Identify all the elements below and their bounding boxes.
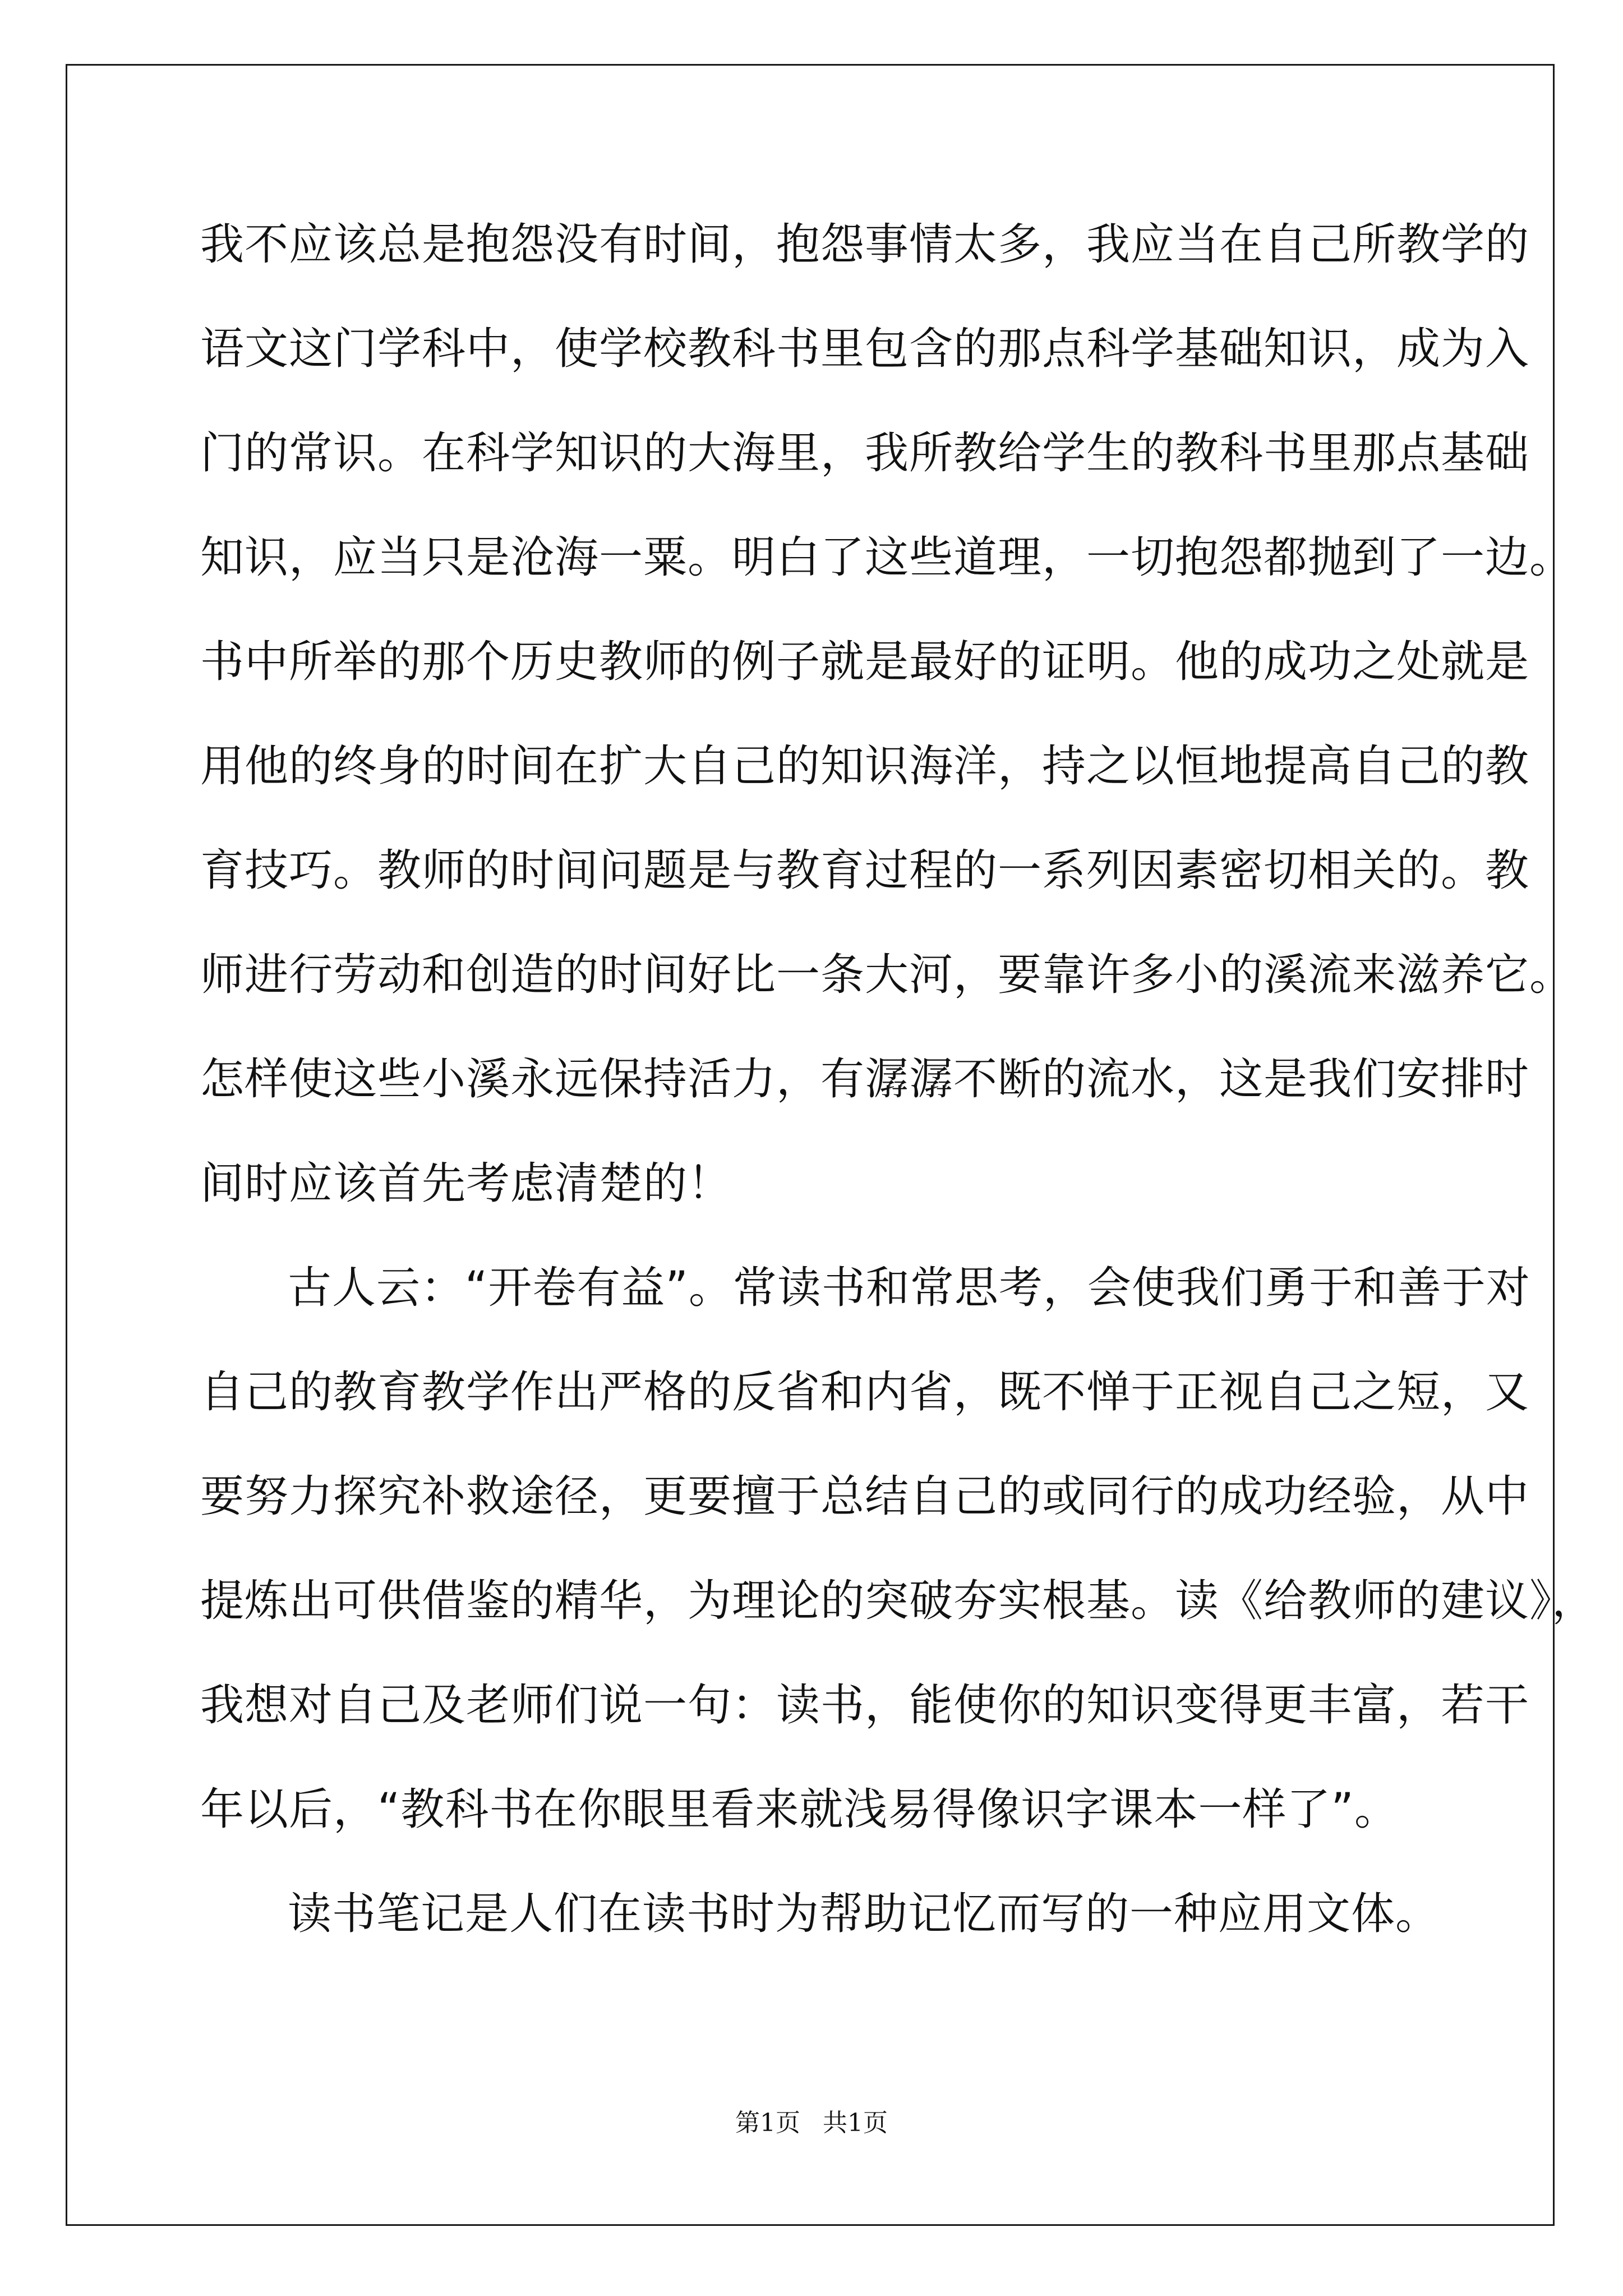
text-line: 自己的教育教学作出严格的反省和内省，既不惮于正视自己之短，又 [200, 1367, 1530, 1418]
text-line: 我不应该总是抱怨没有时间，抱怨事情太多，我应当在自己所教学的 [200, 219, 1530, 270]
text-line: 书中所举的那个历史教师的例子就是最好的证明。他的成功之处就是 [200, 637, 1530, 687]
text-line: 知识，应当只是沧海一粟。明白了这些道理，一切抱怨都抛到了一边。 [200, 532, 1574, 583]
paragraph-start-line: 古人云：“开卷有益”。常读书和常思考，会使我们勇于和善于对 [288, 1263, 1530, 1313]
text-line: 用他的终身的时间在扩大自己的知识海洋，持之以恒地提高自己的教 [200, 741, 1530, 792]
text-line: 怎样使这些小溪永远保持活力，有潺潺不断的流水，这是我们安排时 [200, 1054, 1530, 1105]
page-total: 共1页 [823, 2109, 888, 2137]
text-line: 提炼出可供借鉴的精华，为理论的突破夯实根基。读《给教师的建议》， [200, 1576, 1597, 1626]
text-line: 育技巧。教师的时间问题是与教育过程的一系列因素密切相关的。教 [200, 845, 1530, 896]
text-line: 师进行劳动和创造的时间好比一条大河，要靠许多小的溪流来滋养它。 [200, 950, 1574, 1000]
text-line: 年以后，“教科书在你眼里看来就浅易得像识字课本一样了”。 [200, 1784, 1399, 1835]
page-footer [0, 2106, 1623, 2140]
paragraph-start-line: 读书笔记是人们在读书时为帮助记忆而写的一种应用文体。 [288, 1889, 1440, 1939]
text-line: 间时应该首先考虑清楚的！ [200, 1158, 732, 1209]
text-line: 我想对自己及老师们说一句：读书，能使你的知识变得更丰富，若干 [200, 1680, 1530, 1731]
text-line: 门的常识。在科学知识的大海里，我所教给学生的教科书里那点基础 [200, 428, 1530, 478]
text-line: 要努力探究补救途径，更要擅于总结自己的或同行的成功经验，从中 [200, 1471, 1530, 1522]
text-line: 语文这门学科中，使学校教科书里包含的那点科学基础知识，成为入 [200, 324, 1530, 374]
page-number: 第1页 [735, 2109, 800, 2137]
document-body [200, 215, 1597, 1989]
